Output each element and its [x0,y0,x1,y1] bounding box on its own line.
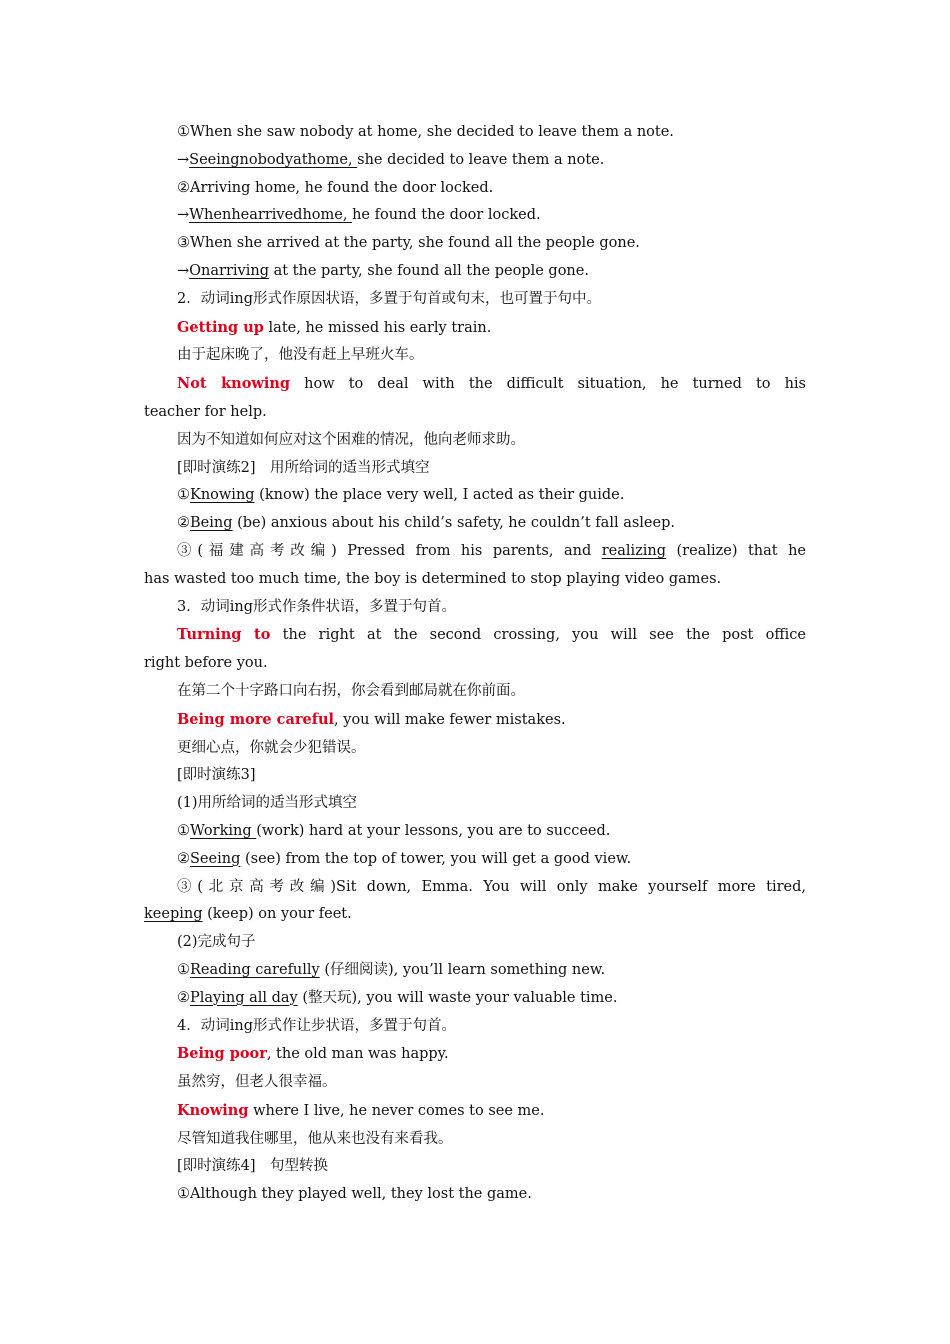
translation: 在第二个十字路口向右拐，你会看到邮局就在你前面。 [177,682,525,699]
practice-item-continued: keeping (keep) on your feet. [144,906,352,923]
answer-blank: Being [190,515,233,532]
section-heading-4: 4．动词ing形式作让步状语，多置于句首。 [177,1017,456,1034]
example-sentence: ③When she arrived at the party, she found all the people gone. [177,235,640,252]
emphasis-phrase: Getting up [177,318,264,336]
practice-subheading: (2)完成句子 [177,934,256,951]
practice-item: ①Reading carefully (仔细阅读), you’ll learn something new. [177,961,606,978]
example-sentence: Knowing where I live, he never comes to see me. [177,1101,545,1119]
example-sentence: Not knowing how to deal with the difficult situation, he turned to his [177,375,806,393]
example-sentence: ①When she saw nobody at home, she decided to leave them a note. [177,124,674,140]
answer-blank: Seeing [190,850,241,867]
answer-blank: keeping [144,906,203,923]
practice-item: ③(北京高考改编)Sit down, Emma. You will only make yourself more tired, [177,878,806,895]
emphasis-phrase: Turning to [177,626,271,644]
practice-item: ②Seeing (see) from the top of tower, you will get a good view. [177,850,632,867]
emphasis-phrase: Knowing [177,1101,249,1119]
example-sentence: ②Arriving home, he found the door locked. [177,179,494,196]
example-sentence: Getting up late, he missed his early train. [177,318,492,336]
translation: 由于起床晚了，他没有赶上早班火车。 [177,347,424,364]
practice-item: ①Knowing (know) the place very well, I acted as their guide. [177,487,625,504]
document-page [144,119,806,1209]
practice-item-continued: has wasted too much time, the boy is determined to stop playing video games. [144,570,722,587]
answer-blank: Reading carefully [190,961,320,978]
example-sentence: Turning to the right at the second crossing, you will see the post office [177,626,806,644]
translation: 尽管知道我住哪里，他从来也没有来看我。 [177,1130,453,1147]
translation: 因为不知道如何应对这个困难的情况，他向老师求助。 [177,431,525,448]
example-sentence-continued: teacher for help. [144,403,267,420]
practice-item: ③(福建高考改编) Pressed from his parents, and realizing (realize) that he [177,542,806,559]
rewrite-line: →Seeingnobodyathome, she decided to leave them a note. [177,151,605,168]
answer-blank: Working [190,822,257,839]
section-heading-3: 3．动词ing形式作条件状语，多置于句首。 [177,598,456,615]
answer-blank: Knowing [190,487,255,504]
translation: 更细心点，你就会少犯错误。 [177,739,366,756]
rewrite-line: →Onarriving at the party, she found all the people gone. [177,262,589,279]
translation: 虽然穷，但老人很幸福。 [177,1074,337,1091]
answer-blank: Whenhearrivedhome, [189,207,353,224]
example-sentence: Being more careful, you will make fewer mistakes. [177,710,566,728]
practice-item: ①Although they played well, they lost the game. [177,1186,532,1203]
practice-header-2: [即时演练2] 用所给词的适当形式填空 [177,459,430,476]
emphasis-phrase: Being more careful [177,710,335,728]
practice-item: ②Being (be) anxious about his child’s safety, he couldn’t fall asleep. [177,515,675,532]
rewrite-line: →Whenhearrivedhome, he found the door locked. [177,207,541,224]
practice-item: ②Playing all day (整天玩), you will waste your valuable time. [177,989,618,1006]
example-sentence-continued: right before you. [144,655,268,672]
emphasis-phrase: Being poor [177,1045,267,1063]
emphasis-phrase: Not knowing [177,375,291,393]
example-sentence: Being poor, the old man was happy. [177,1045,449,1063]
section-heading-2: 2．动词ing形式作原因状语，多置于句首或句末，也可置于句中。 [177,290,601,307]
practice-subheading: (1)用所给词的适当形式填空 [177,795,358,812]
practice-item: ①Working (work) hard at your lessons, you are to succeed. [177,822,611,839]
answer-blank: Playing all day [190,989,298,1006]
practice-header-4: [即时演练4] 句型转换 [177,1158,329,1175]
answer-blank: Seeingnobodyathome, [189,151,358,168]
practice-header-3: [即时演练3] [177,767,256,784]
answer-blank: Onarriving [189,262,269,279]
answer-blank: realizing [601,542,667,559]
